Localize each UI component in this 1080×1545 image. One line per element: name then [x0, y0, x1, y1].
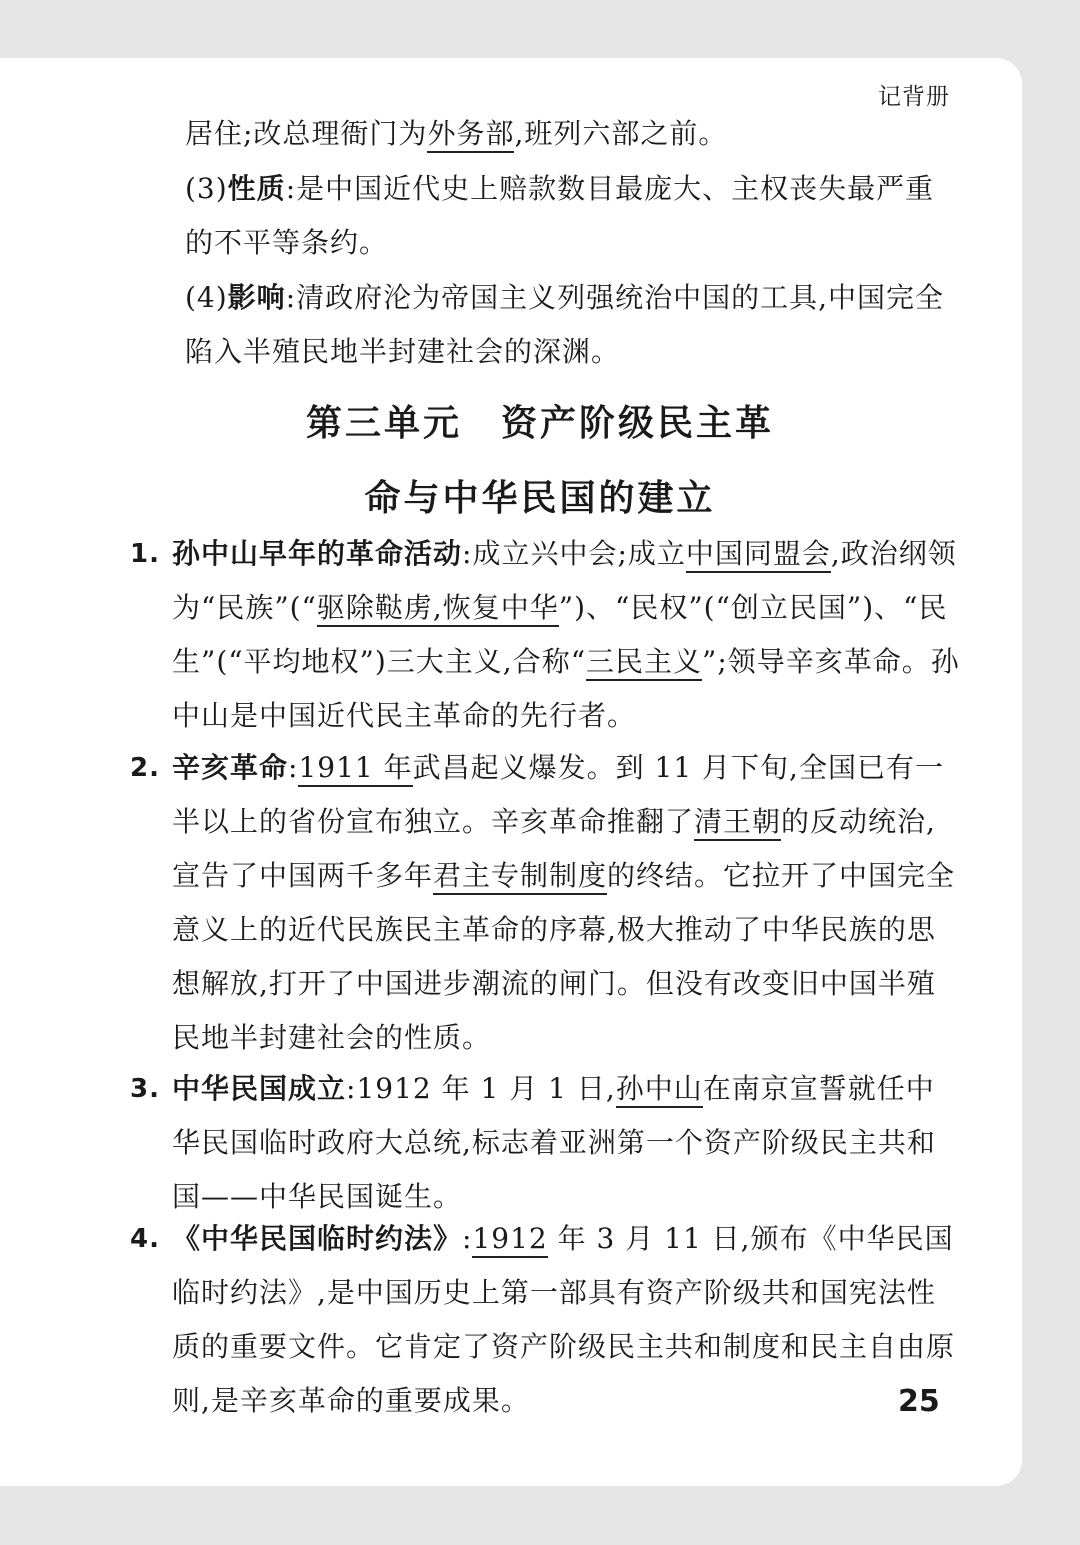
text-span: 在南京宣誓就任中华民国临时政府大总统,标志着亚洲第一个资产阶级民主共和国——中华民国诞生。: [172, 1072, 936, 1213]
text-span: 年 3 月 11 日,颁布《中华民国临时约法》,是中国历史上第一部具有资产阶级共和国宪法性质的重要文件。它肯定了资产阶级民主共和制度和民主自由原则,是辛亥革命的重要成果。: [172, 1222, 956, 1417]
item-number: 1.: [130, 539, 160, 569]
paragraph-nature: [185, 162, 955, 270]
text-span: :: [288, 751, 299, 784]
bold-term: 影响: [227, 281, 286, 314]
sub-point-number: (3): [185, 172, 228, 205]
bold-term: 孙中山早年的革命活动: [172, 537, 463, 570]
underlined-key-term: 1912: [472, 1222, 547, 1258]
continuation-line: [185, 107, 955, 161]
text-span: :成立兴中会;成立: [462, 537, 686, 570]
underlined-key-term: 中国同盟会: [686, 537, 831, 573]
bold-term: 辛亥革命: [172, 751, 289, 784]
item-number: 4.: [130, 1224, 160, 1254]
text-span: :清政府沦为帝国主义列强统治中国的工具,中国完全陷入半殖民地半封建社会的深渊。: [185, 281, 945, 368]
underlined-key-term: 外务部: [427, 117, 514, 153]
sub-point-number: (4): [185, 281, 228, 314]
item-number: 2.: [130, 753, 160, 783]
unit-title-line-1: 第三单元 资产阶级民主革: [305, 403, 774, 444]
paragraph-impact: [185, 271, 955, 379]
underlined-key-term: 清王朝: [694, 805, 781, 841]
text-span: 的终结。它拉开了中国完全意义上的近代民族民主革命的序幕,极大推动了中华民族的思想解放,打开了中国进步潮流的闸门。但没有改变旧中国半殖民地半封建社会的性质。: [172, 859, 956, 1054]
bold-term: 中华民国成立: [172, 1072, 347, 1105]
bold-term: 《中华民国临时约法》: [172, 1222, 463, 1255]
text-span: 居住;改总理衙门为: [185, 117, 428, 150]
list-item-provisional-constitution: [130, 1212, 960, 1428]
list-item-roc-founding: [130, 1062, 960, 1224]
text-span: ”)、“民权”(“创立民国”)、“民生”(“平均地权”)三大主义,合称“: [172, 591, 948, 678]
section-header-label: 记背册: [878, 84, 950, 110]
text-span: :: [462, 1222, 473, 1255]
unit-title-line-2: 命与中华民国的建立: [364, 478, 716, 519]
text-span: ,班列六部之前。: [514, 117, 728, 150]
item-number: 3.: [130, 1074, 160, 1104]
underlined-key-term: 驱除鞑虏,恢复中华: [317, 591, 559, 627]
list-item-sun-yatsen: [130, 527, 960, 743]
underlined-key-term: 三民主义: [586, 645, 702, 681]
item-body: [172, 527, 960, 743]
item-body: [172, 741, 960, 1065]
text-span: :是中国近代史上赔款数目最庞大、主权丧失最严重的不平等条约。: [185, 172, 935, 259]
item-body: [172, 1212, 960, 1428]
page-number: 25: [898, 1384, 940, 1419]
text-span: :1912 年 1 月 1 日,: [346, 1072, 616, 1105]
text-span: 武昌起义爆发。到 11 月下旬,全国已有一半以上的省份宣布独立。辛亥革命推翻了: [172, 751, 944, 838]
underlined-key-term: 君主专制制度: [433, 859, 607, 895]
text-span: ,政治纲领为“民族”(“: [172, 537, 957, 624]
underlined-key-term: 1911 年: [298, 751, 412, 787]
bold-term: 性质: [227, 172, 286, 205]
text-span: 的反动统治,宣告了中国两千多年: [172, 805, 936, 892]
item-body: [172, 1062, 960, 1224]
text-span: ”;领导辛亥革命。孙中山是中国近代民主革命的先行者。: [172, 645, 960, 732]
underlined-key-term: 孙中山: [616, 1072, 703, 1108]
list-item-xinhai-revolution: [130, 741, 960, 1065]
